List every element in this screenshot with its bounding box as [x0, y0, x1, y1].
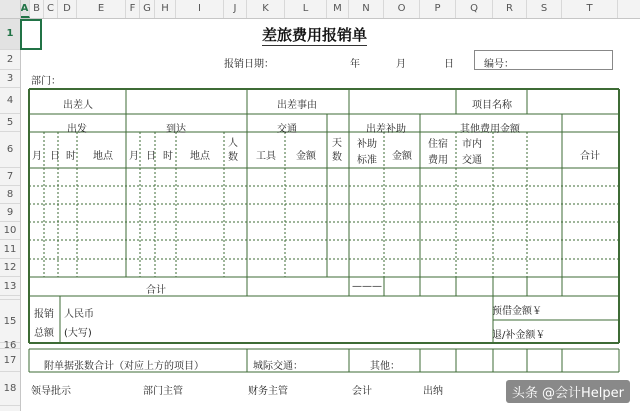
row-header-12[interactable]: 12: [0, 259, 20, 277]
select-all-corner[interactable]: [0, 0, 21, 19]
reimb-total-label: 报销总额: [34, 309, 54, 339]
row-header-16[interactable]: 16: [0, 343, 20, 349]
column-header-G[interactable]: G: [140, 0, 155, 18]
row-header-15[interactable]: 15: [0, 300, 20, 343]
dept-label: 部门：: [31, 76, 61, 87]
col-city: 市内交通: [462, 139, 482, 166]
row-header-5[interactable]: 5: [0, 114, 20, 132]
col-amount-2: 金额: [392, 151, 412, 162]
row-header-10[interactable]: 10: [0, 222, 20, 240]
watermark: 头条 @会计Helper: [506, 380, 630, 403]
column-header-T[interactable]: T: [562, 0, 618, 18]
column-header-H[interactable]: H: [155, 0, 176, 18]
column-header-P[interactable]: P: [420, 0, 456, 18]
col-days: 天数: [332, 138, 342, 163]
transport-label: 交通: [277, 124, 297, 135]
column-header-J[interactable]: J: [224, 0, 247, 18]
col-people: 人数: [228, 138, 238, 163]
column-header-E[interactable]: E: [77, 0, 126, 18]
number-label: 编号：: [484, 59, 514, 70]
column-header-K[interactable]: K: [247, 0, 285, 18]
project-label: 项目名称: [472, 100, 512, 111]
row-header-3[interactable]: 3: [0, 70, 20, 88]
col-day-1: 日: [50, 151, 60, 162]
finance-head-label: 财务主管: [248, 386, 288, 397]
column-header-S[interactable]: S: [527, 0, 562, 18]
col-hour-2: 时: [163, 151, 173, 162]
rmb-label: 人民币: [64, 309, 94, 320]
accountant-label: 会计: [352, 386, 372, 397]
row-header-13[interactable]: 13: [0, 277, 20, 296]
upper-label: (大写): [64, 328, 92, 339]
column-header-B[interactable]: B: [30, 0, 44, 18]
column-header-Q[interactable]: Q: [456, 0, 493, 18]
column-header-A[interactable]: A: [20, 0, 30, 18]
traveler-label: 出差人: [63, 100, 93, 111]
refund-label: 退/补金额￥: [492, 330, 546, 341]
row-header-18[interactable]: 18: [0, 372, 20, 406]
row-header-2[interactable]: 2: [0, 50, 20, 70]
col-lodging: 住宿费用: [428, 139, 448, 166]
column-header-R[interactable]: R: [493, 0, 527, 18]
number-field[interactable]: [474, 50, 613, 70]
col-hour-1: 时: [66, 151, 76, 162]
date-label: 报销日期：: [224, 59, 274, 70]
depart-label: 出发: [67, 124, 87, 135]
form-title: 差旅费用报销单: [262, 26, 368, 44]
day-label: 日: [444, 59, 454, 70]
column-header-C[interactable]: C: [44, 0, 58, 18]
row-header-6[interactable]: 6: [0, 132, 20, 168]
col-amount-1: 金额: [296, 151, 316, 162]
column-header-D[interactable]: D: [58, 0, 77, 18]
column-header-I[interactable]: I: [176, 0, 224, 18]
col-standard: 补助标准: [357, 139, 377, 166]
column-header-M[interactable]: M: [327, 0, 349, 18]
row-header-1[interactable]: 1: [0, 18, 20, 50]
col-month-2: 月: [129, 151, 139, 162]
advance-label: 预借金额￥: [492, 306, 542, 317]
row-header-9[interactable]: 9: [0, 204, 20, 222]
leader-label: 领导批示: [31, 386, 71, 397]
row-header-4[interactable]: 4: [0, 88, 20, 114]
attach-label: 附单据张数合计（对应上方的项目）: [44, 361, 204, 372]
col-total: 合计: [580, 151, 600, 162]
col-place-1: 地点: [93, 151, 113, 162]
sum-label: 合计: [146, 285, 166, 296]
month-label: 月: [396, 59, 406, 70]
arrive-label: 到达: [166, 124, 186, 135]
column-header-O[interactable]: O: [384, 0, 420, 18]
col-month-1: 月: [32, 151, 42, 162]
column-header-F[interactable]: F: [126, 0, 140, 18]
year-label: 年: [350, 59, 360, 70]
column-header-L[interactable]: L: [285, 0, 327, 18]
other-label: 其他：: [370, 361, 400, 372]
col-tool: 工具: [256, 151, 276, 162]
other-fees-label: 其他费用金额: [460, 124, 520, 135]
cashier-label: 出纳: [423, 386, 443, 397]
col-place-2: 地点: [190, 151, 210, 162]
row-header-7[interactable]: 7: [0, 168, 20, 186]
row-header-8[interactable]: 8: [0, 186, 20, 204]
column-header-N[interactable]: N: [349, 0, 384, 18]
selected-cell-cursor[interactable]: [20, 19, 42, 50]
row-header-11[interactable]: 11: [0, 240, 20, 259]
row-header-17[interactable]: 17: [0, 349, 20, 372]
dept-head-label: 部门主管: [143, 386, 183, 397]
intercity-label: 城际交通：: [253, 361, 303, 372]
allowance-label: 出差补助: [366, 124, 406, 135]
sum-dash: ———: [352, 281, 382, 292]
reason-label: 出差事由: [277, 100, 317, 111]
col-day-2: 日: [146, 151, 156, 162]
